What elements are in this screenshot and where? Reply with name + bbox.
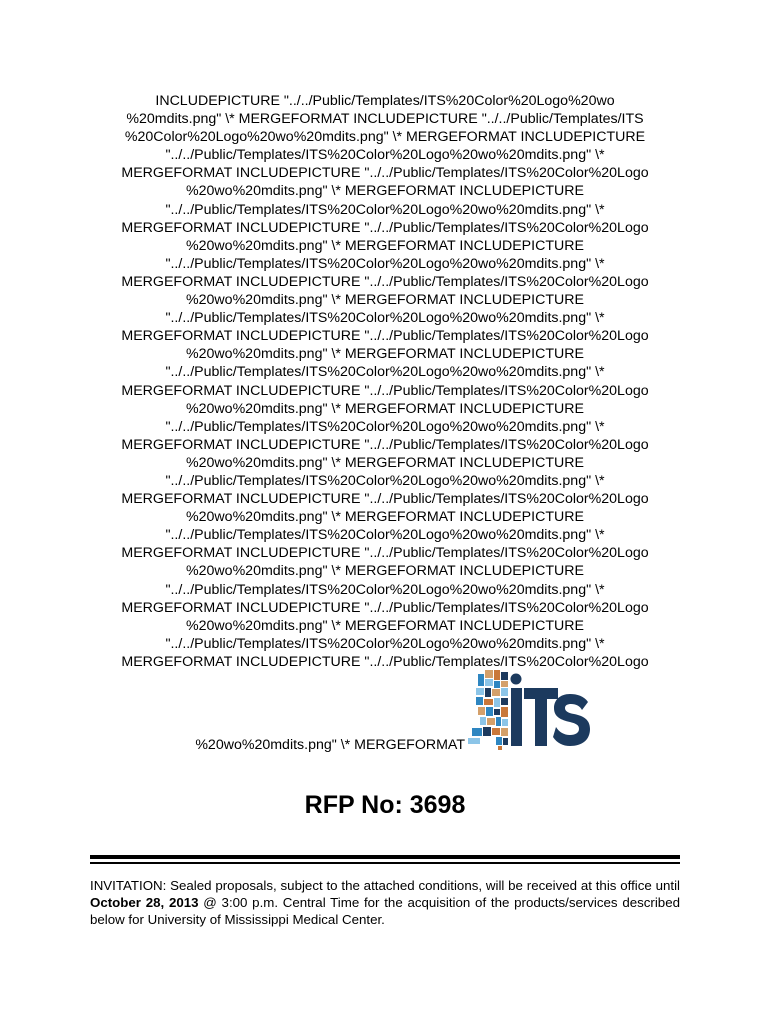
field-code-line: MERGEFORMAT INCLUDEPICTURE "../../Public/Templates/ITS%20Color%20Logo xyxy=(121,599,649,616)
invitation-date: October 28, 2013 xyxy=(90,894,199,910)
field-code-line: MERGEFORMAT INCLUDEPICTURE "../../Public/Templates/ITS%20Color%20Logo xyxy=(121,436,649,453)
field-code-line: MERGEFORMAT INCLUDEPICTURE "../../Public/Templates/ITS%20Color%20Logo xyxy=(121,653,649,670)
field-code-line: INCLUDEPICTURE "../../Public/Templates/ITS%20Color%20Logo%20wo xyxy=(155,93,615,109)
invitation-text-end: @ 3:00 p.m. Central Time for the acquisition of the products/services described below for University of Mississippi Medical Center. xyxy=(90,894,680,927)
field-code-line: "../../Public/Templates/ITS%20Color%20Logo%20wo%20mdits.png" \* xyxy=(165,472,605,489)
field-code-line: "../../Public/Templates/ITS%20Color%20Logo%20wo%20mdits.png" \* xyxy=(165,581,605,598)
field-code-line: "../../Public/Templates/ITS%20Color%20Logo%20wo%20mdits.png" \* xyxy=(165,310,605,327)
field-code-line: %20wo%20mdits.png" \* MERGEFORMAT INCLUDEPICTURE xyxy=(186,454,584,471)
divider-thin xyxy=(90,862,680,864)
field-code-line: %20wo%20mdits.png" \* MERGEFORMAT INCLUDEPICTURE xyxy=(186,509,584,526)
field-code-line: %20wo%20mdits.png" \* MERGEFORMAT INCLUDEPICTURE xyxy=(186,292,584,309)
rfp-title: RFP No: 3698 xyxy=(304,791,466,819)
field-code-line: MERGEFORMAT INCLUDEPICTURE "../../Public/Templates/ITS%20Color%20Logo xyxy=(121,545,649,562)
field-code-line: MERGEFORMAT INCLUDEPICTURE "../../Public/Templates/ITS%20Color%20Logo xyxy=(121,491,649,508)
field-code-line: MERGEFORMAT INCLUDEPICTURE "../../Public/Templates/ITS%20Color%20Logo xyxy=(121,165,649,182)
field-code-line: %20wo%20mdits.png" \* MERGEFORMAT INCLUDEPICTURE xyxy=(186,563,584,580)
field-code-line: %20wo%20mdits.png" \* MERGEFORMAT INCLUDEPICTURE xyxy=(186,346,584,363)
field-code-last-line: %20wo%20mdits.png" \* MERGEFORMAT xyxy=(195,737,465,753)
invitation-paragraph xyxy=(90,878,680,928)
field-code-line: "../../Public/Templates/ITS%20Color%20Logo%20wo%20mdits.png" \* xyxy=(165,255,605,272)
field-code-line: MERGEFORMAT INCLUDEPICTURE "../../Public/Templates/ITS%20Color%20Logo xyxy=(121,273,649,290)
field-code-line: MERGEFORMAT INCLUDEPICTURE "../../Public/Templates/ITS%20Color%20Logo xyxy=(121,328,649,345)
field-code-line: "../../Public/Templates/ITS%20Color%20Logo%20wo%20mdits.png" \* xyxy=(165,418,605,435)
field-code-line: %20mdits.png" \* MERGEFORMAT INCLUDEPICTURE "../../Public/Templates/ITS xyxy=(126,111,644,128)
field-code-line: "../../Public/Templates/ITS%20Color%20Logo%20wo%20mdits.png" \* xyxy=(165,527,605,544)
invitation-text-start: INVITATION: Sealed proposals, subject to the attached conditions, will be received at this office until xyxy=(90,878,680,893)
field-code-line: MERGEFORMAT INCLUDEPICTURE "../../Public/Templates/ITS%20Color%20Logo xyxy=(121,219,649,236)
field-code-line: MERGEFORMAT INCLUDEPICTURE "../../Public/Templates/ITS%20Color%20Logo xyxy=(121,382,649,399)
divider-thick xyxy=(90,855,680,859)
field-code-line: "../../Public/Templates/ITS%20Color%20Logo%20wo%20mdits.png" \* xyxy=(165,635,605,652)
field-code-line: "../../Public/Templates/ITS%20Color%20Logo%20wo%20mdits.png" \* xyxy=(165,364,605,381)
field-code-line: %20Color%20Logo%20wo%20mdits.png" \* MERGEFORMAT INCLUDEPICTURE xyxy=(124,129,646,146)
field-code-line: %20wo%20mdits.png" \* MERGEFORMAT INCLUDEPICTURE xyxy=(186,237,584,254)
field-code-text xyxy=(90,92,680,671)
field-code-line: %20wo%20mdits.png" \* MERGEFORMAT INCLUDEPICTURE xyxy=(186,617,584,634)
its-logo-icon xyxy=(468,668,594,752)
field-code-line: "../../Public/Templates/ITS%20Color%20Logo%20wo%20mdits.png" \* xyxy=(165,201,605,218)
field-code-line: "../../Public/Templates/ITS%20Color%20Logo%20wo%20mdits.png" \* xyxy=(165,147,605,164)
field-code-line: %20wo%20mdits.png" \* MERGEFORMAT INCLUDEPICTURE xyxy=(186,400,584,417)
field-code-line: %20wo%20mdits.png" \* MERGEFORMAT INCLUDEPICTURE xyxy=(186,183,584,200)
